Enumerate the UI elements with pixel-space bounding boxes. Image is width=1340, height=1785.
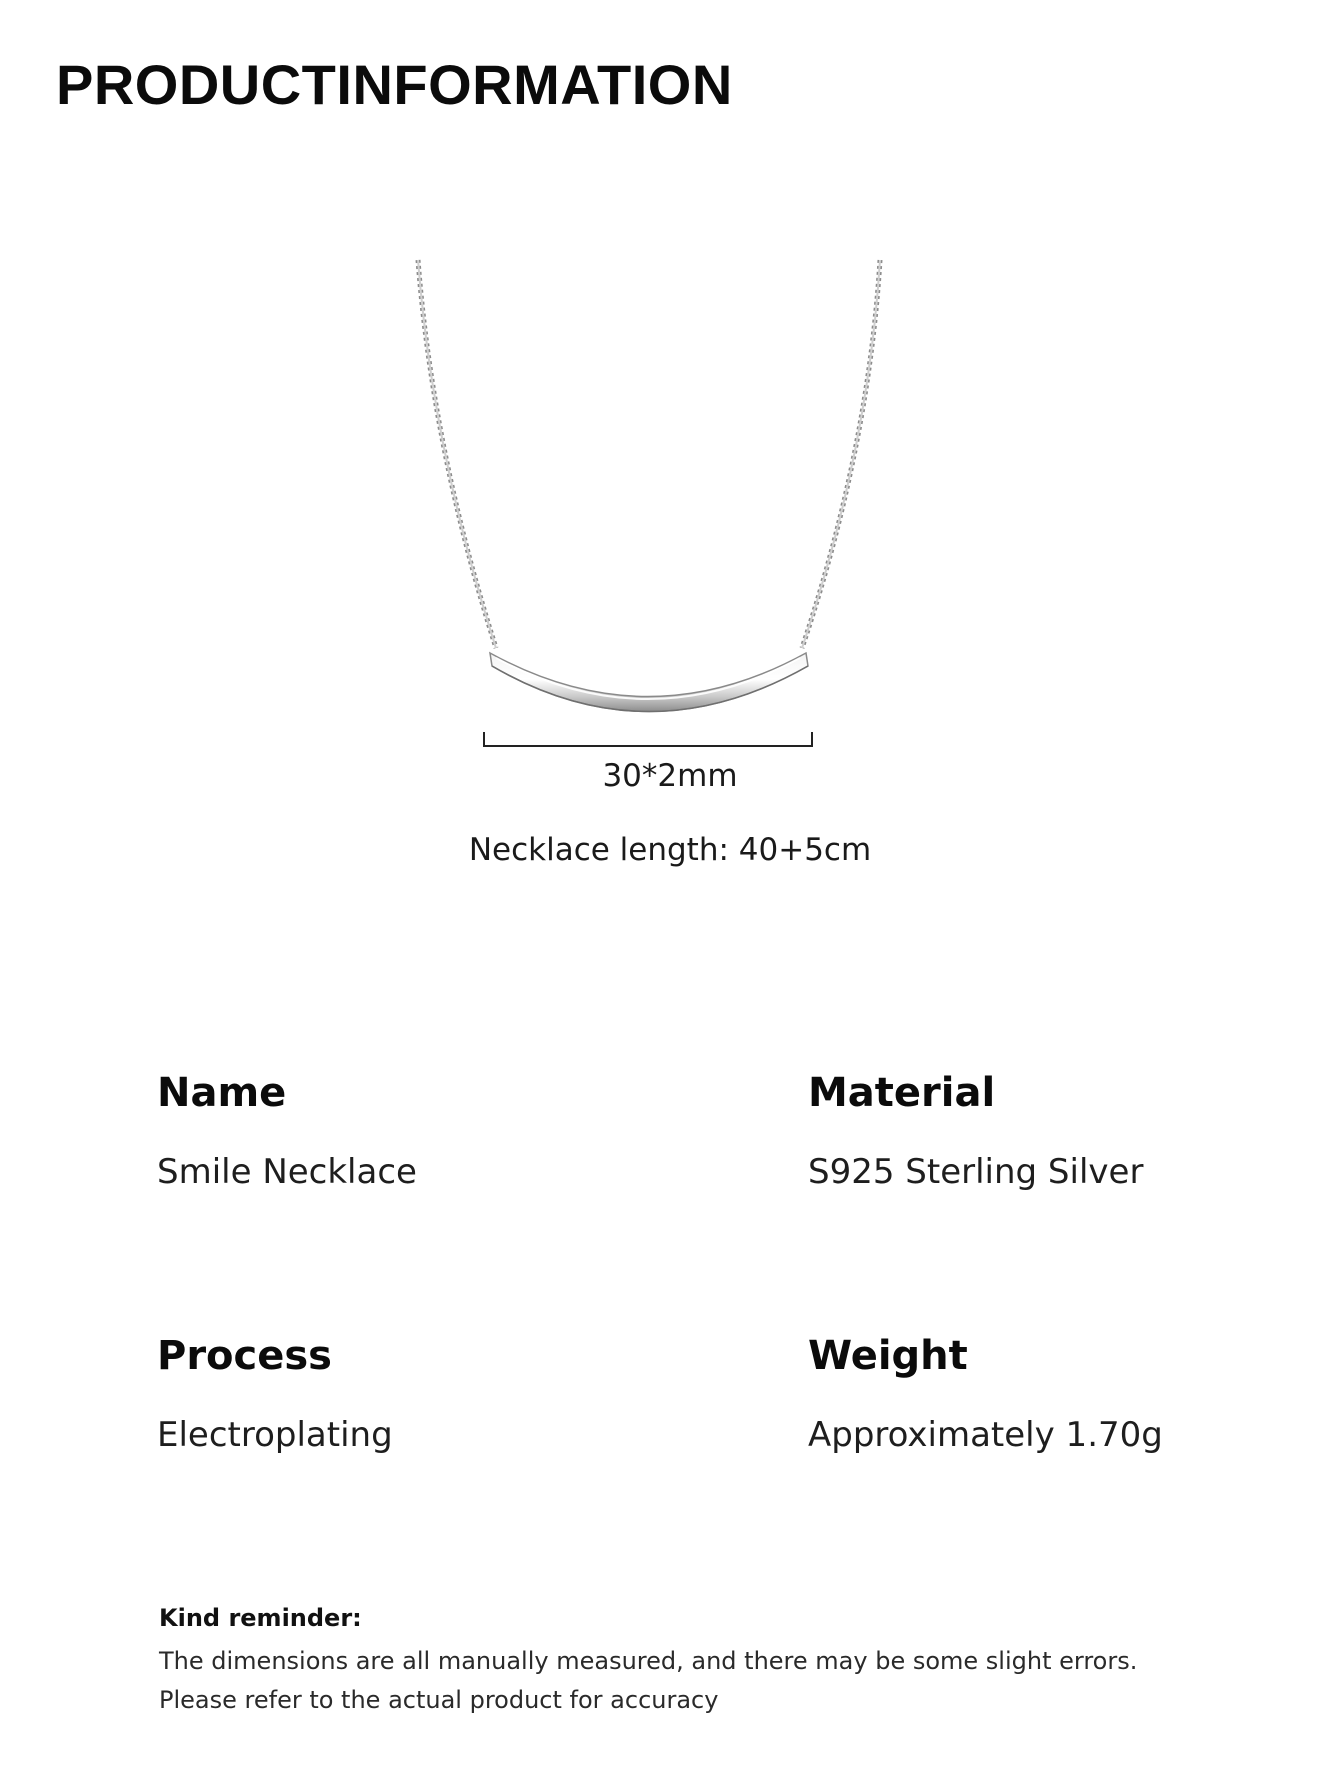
spec-weight — [808, 1333, 1340, 1455]
left-chain — [418, 260, 496, 648]
page-title: PRODUCTINFORMATION — [56, 53, 733, 116]
necklace-image — [0, 240, 1340, 800]
spec-label: Weight — [808, 1333, 968, 1379]
spec-process — [157, 1333, 717, 1455]
spec-value: S925 Sterling Silver — [808, 1152, 1144, 1192]
curved-bar-pendant — [490, 653, 808, 712]
spec-value: Approximately 1.70g — [808, 1415, 1163, 1455]
spec-value: Electroplating — [157, 1415, 393, 1455]
spec-name — [157, 1070, 717, 1192]
reminder-title: Kind reminder: — [159, 1604, 362, 1632]
kind-reminder — [159, 1604, 1259, 1720]
spec-material — [808, 1070, 1340, 1192]
spec-label: Material — [808, 1070, 996, 1116]
spec-label: Name — [157, 1070, 287, 1116]
reminder-line: The dimensions are all manually measured, and there may be some slight errors. — [159, 1647, 1138, 1675]
right-chain — [802, 260, 880, 648]
spec-value: Smile Necklace — [157, 1152, 417, 1192]
dimension-bracket — [483, 732, 813, 747]
spec-label: Process — [157, 1333, 332, 1379]
pendant-dimension-label: 30*2mm — [602, 758, 738, 794]
necklace-length-label: Necklace length: 40+5cm — [468, 832, 872, 868]
reminder-line: Please refer to the actual product for accuracy — [159, 1686, 719, 1714]
